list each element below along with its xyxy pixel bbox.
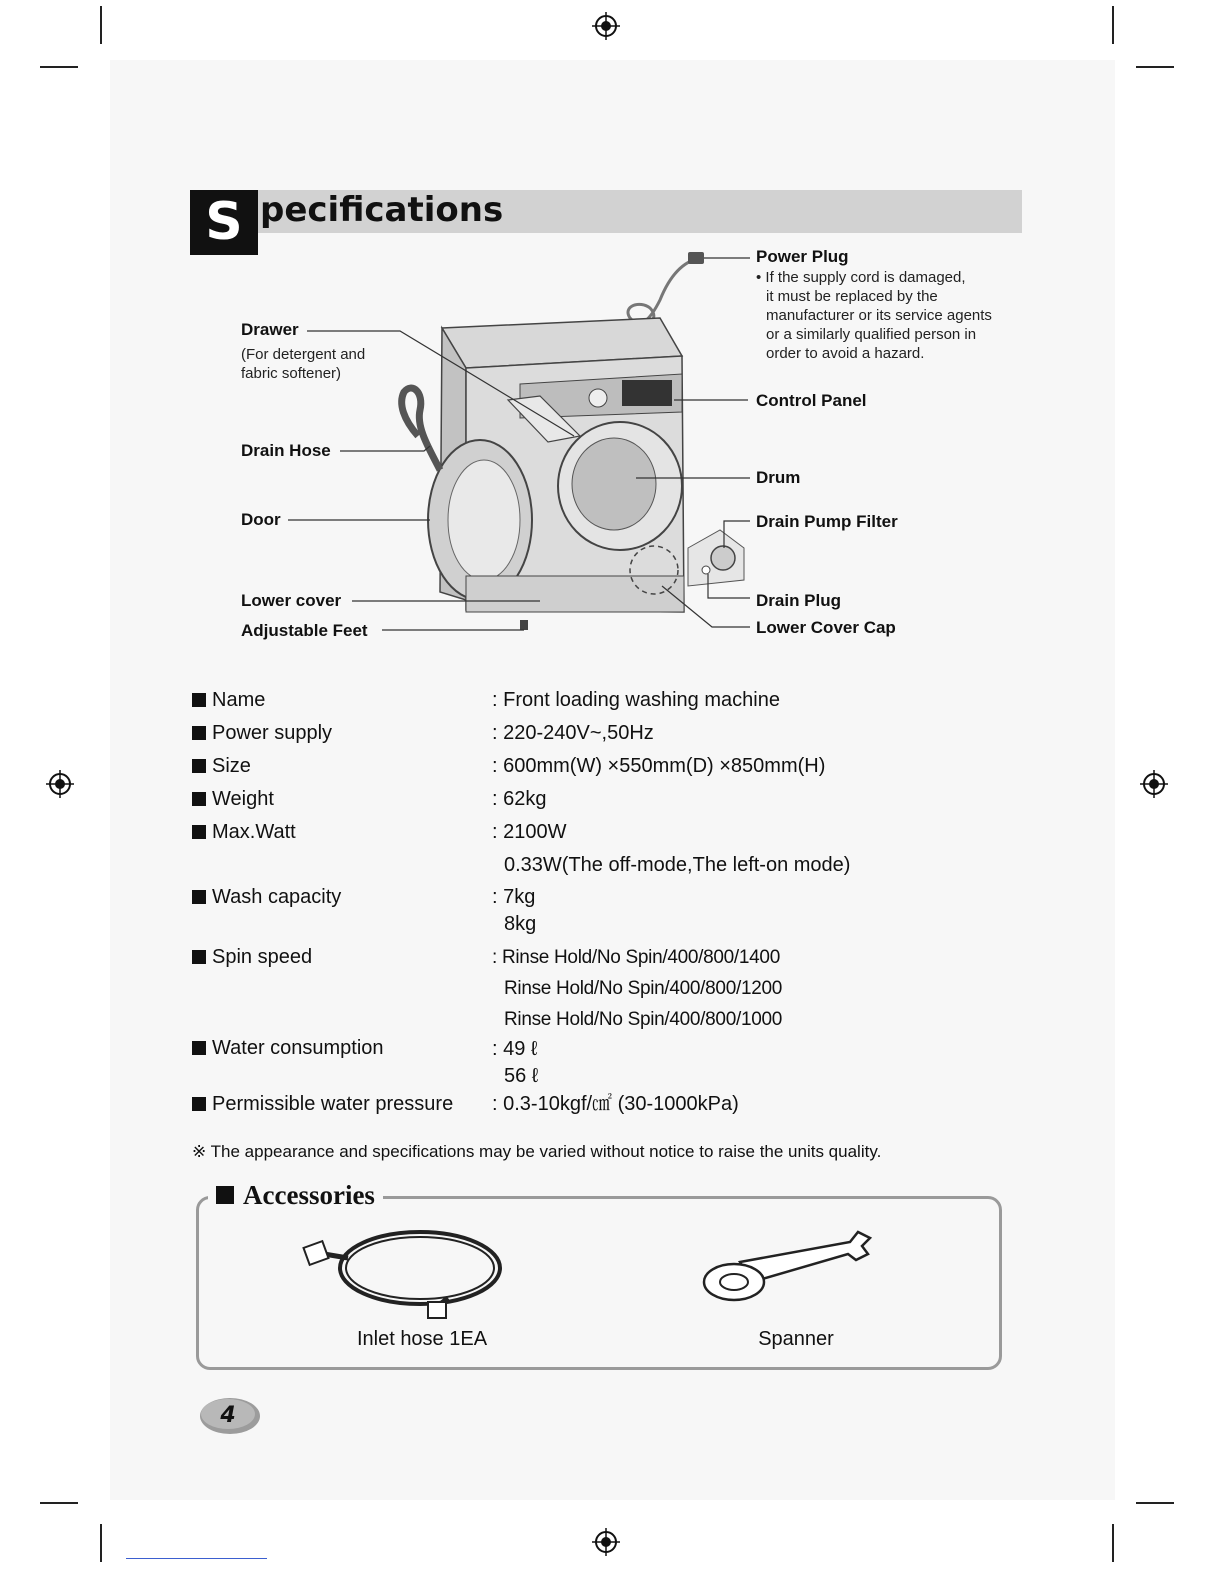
section-header-initial: S — [190, 190, 258, 255]
drawer-sub-label: fabric softener) — [241, 365, 342, 382]
spec-value: : Rinse Hold/No Spin/400/800/1400 — [492, 947, 780, 968]
spec-name: Name — [192, 688, 265, 712]
section-header-title: pecifications — [260, 190, 504, 230]
crop-mark — [100, 1524, 102, 1562]
spec-value: : 2100W — [492, 821, 567, 843]
page-number: 4 — [220, 1403, 236, 1428]
power-plug-note-line: order to avoid a hazard. — [766, 345, 925, 362]
lower-cover-label: Lower cover — [241, 591, 342, 610]
door-label: Door — [241, 510, 281, 529]
crop-mark — [1112, 1524, 1114, 1562]
spec-value: 56 ℓ — [504, 1065, 539, 1087]
crop-mark — [1136, 1502, 1174, 1504]
footer-rule — [126, 1558, 267, 1559]
drum-label: Drum — [756, 468, 801, 487]
power-plug-note-line: it must be replaced by the — [766, 288, 938, 305]
spec-value: 0.33W(The off-mode,The left-on mode) — [504, 854, 851, 876]
drain-plug-icon — [702, 566, 710, 574]
spec-value: : 62kg — [492, 788, 547, 810]
drain-pump-filter-icon — [711, 546, 735, 570]
drain-plug-label: Drain Plug — [756, 591, 842, 610]
inlet-hose-label: Inlet hose 1EA — [356, 1328, 488, 1350]
spec-name: Max.Watt — [192, 820, 296, 844]
drain-pump-filter-label: Drain Pump Filter — [756, 512, 898, 531]
drawer-sub-label: (For detergent and — [241, 346, 366, 363]
spec-value: Rinse Hold/No Spin/400/800/1200 — [504, 978, 783, 999]
registration-mark-icon — [1140, 770, 1168, 798]
spec-name: Size — [192, 754, 251, 778]
control-panel-label: Control Panel — [756, 391, 867, 410]
drawer-label: Drawer — [241, 320, 299, 339]
spec-value: Rinse Hold/No Spin/400/800/1000 — [504, 1009, 783, 1030]
inlet-hose-icon — [300, 1226, 510, 1322]
power-plug-note-line: • If the supply cord is damaged, — [756, 269, 966, 286]
spec-value: : 7kg — [492, 886, 536, 908]
power-plug-icon — [688, 252, 704, 264]
display-icon — [622, 380, 672, 406]
adjustable-feet-label: Adjustable Feet — [241, 621, 368, 640]
registration-mark-icon — [46, 770, 74, 798]
crop-mark — [40, 1502, 78, 1504]
adjustable-foot-icon — [520, 620, 528, 630]
spec-name: Spin speed — [192, 945, 312, 969]
spec-name: Weight — [192, 787, 274, 811]
disclaimer-note: ※ The appearance and specifications may be varied without notice to raise the units quality. — [192, 1142, 882, 1161]
spec-value: : 0.3-10kgf/㎠ (30-1000kPa) — [492, 1093, 739, 1115]
power-plug-label: Power Plug — [756, 247, 849, 266]
accessories-heading — [208, 1178, 383, 1212]
power-plug-note-line: or a similarly qualified person in — [766, 326, 977, 343]
lower-cover-cap-label: Lower Cover Cap — [756, 618, 896, 637]
registration-mark-icon — [592, 1528, 620, 1556]
spec-value: : 600mm(W) ×550mm(D) ×850mm(H) — [492, 755, 826, 777]
spec-value: 8kg — [504, 913, 537, 935]
accessories-title: Accessories — [243, 1179, 375, 1210]
spec-value: : 220-240V~,50Hz — [492, 722, 654, 744]
spec-name: Water consumption — [192, 1036, 384, 1060]
dial-icon — [589, 389, 607, 407]
spec-name: Power supply — [192, 721, 332, 745]
spec-name: Permissible water pressure — [192, 1092, 453, 1116]
drain-hose-label: Drain Hose — [241, 441, 331, 460]
washing-machine-diagram — [0, 0, 1224, 660]
drain-hose-icon — [402, 388, 440, 470]
spanner-icon — [700, 1230, 876, 1306]
spanner-label: Spanner — [758, 1328, 834, 1350]
power-plug-note-line: manufacturer or its service agents — [766, 307, 992, 324]
spec-value: : 49 ℓ — [492, 1038, 538, 1060]
drum-icon — [572, 438, 656, 530]
spec-value: : Front loading washing machine — [492, 689, 780, 711]
spec-name: Wash capacity — [192, 885, 341, 909]
